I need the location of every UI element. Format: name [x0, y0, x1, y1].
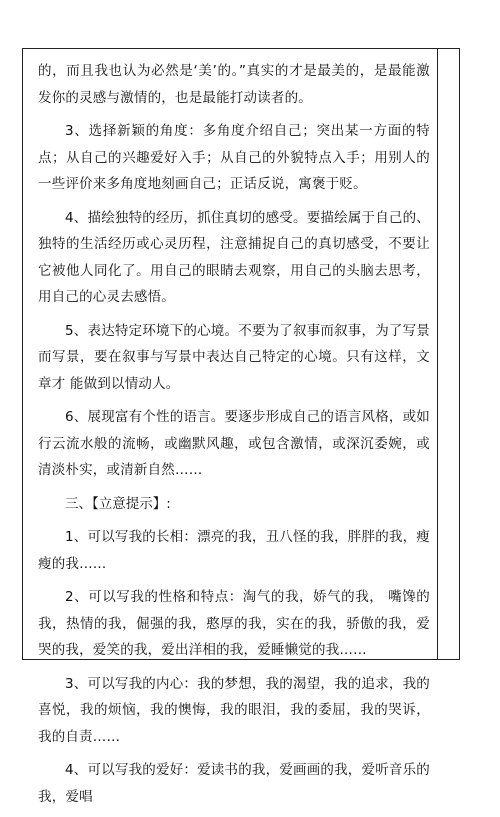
- tip-personality: 2、可以写我的性格和特点：淘气的我，娇气的我， 嘴馋的我，热情的我，倔强的我，憨厚的我，实在的我，骄傲的我，爱哭的我，爱笑的我，爱出洋相的我，爱睡懒觉的我……: [38, 589, 430, 658]
- paragraph-unique-experience: 4、描绘独特的经历，抓住真切的感受。要描绘属于自己的、独特的生活经历或心灵历程，注意捕捉自己的真切感受，不要让它被他人同化了。用自己的眼睛去观察，用自己的头脑去思考，用自己的心灵去感悟。: [38, 209, 430, 305]
- paragraph-express-mood: 5、表达特定环境下的心境。不要为了叙事而叙事，为了写景而写景，要在叙事与写景中表达自己特定的心境。只有这样，文章才 能做到以情动人。: [38, 322, 430, 392]
- tip-inner-heart: 3、可以写我的内心：我的梦想，我的渴望，我的追求，我的喜悦，我的烦恼，我的懊悔，我的眼泪，我的委屈，我的哭诉，我的自责……: [38, 675, 430, 745]
- paragraph-continuation: 的，而且我也认为必然是‘美’的。”真实的才是最美的，是最能激发你的灵感与激情的，也是最能打动读者的。: [38, 63, 430, 106]
- tip-appearance: 1、可以写我的长相：漂亮的我，丑八怪的我，胖胖的我，瘦瘦的我……: [38, 529, 430, 572]
- document-body: [38, 58, 430, 817]
- section-heading: 三、【立意提示】:: [65, 495, 171, 512]
- paragraph-personal-language: 6、展现富有个性的语言。要逐步形成自己的语言风格，或如行云流水般的流畅，或幽默风趣，或包含激情，或深沉委婉，或清淡朴实，或清新自然……: [38, 409, 430, 478]
- paragraph-choose-angle: 3、选择新颖的角度：多角度介绍自己；突出某一方面的特点；从自己的兴趣爱好入手；从自己的外貌特点入手；用别人的一些评价来多角度地刻画自己；正话反说，寓褒于贬。: [38, 123, 430, 192]
- table-column-divider: [437, 48, 438, 660]
- tip-hobbies: 4、可以写我的爱好：爱读书的我，爱画画的我，爱听音乐的我，爱唱: [38, 762, 430, 805]
